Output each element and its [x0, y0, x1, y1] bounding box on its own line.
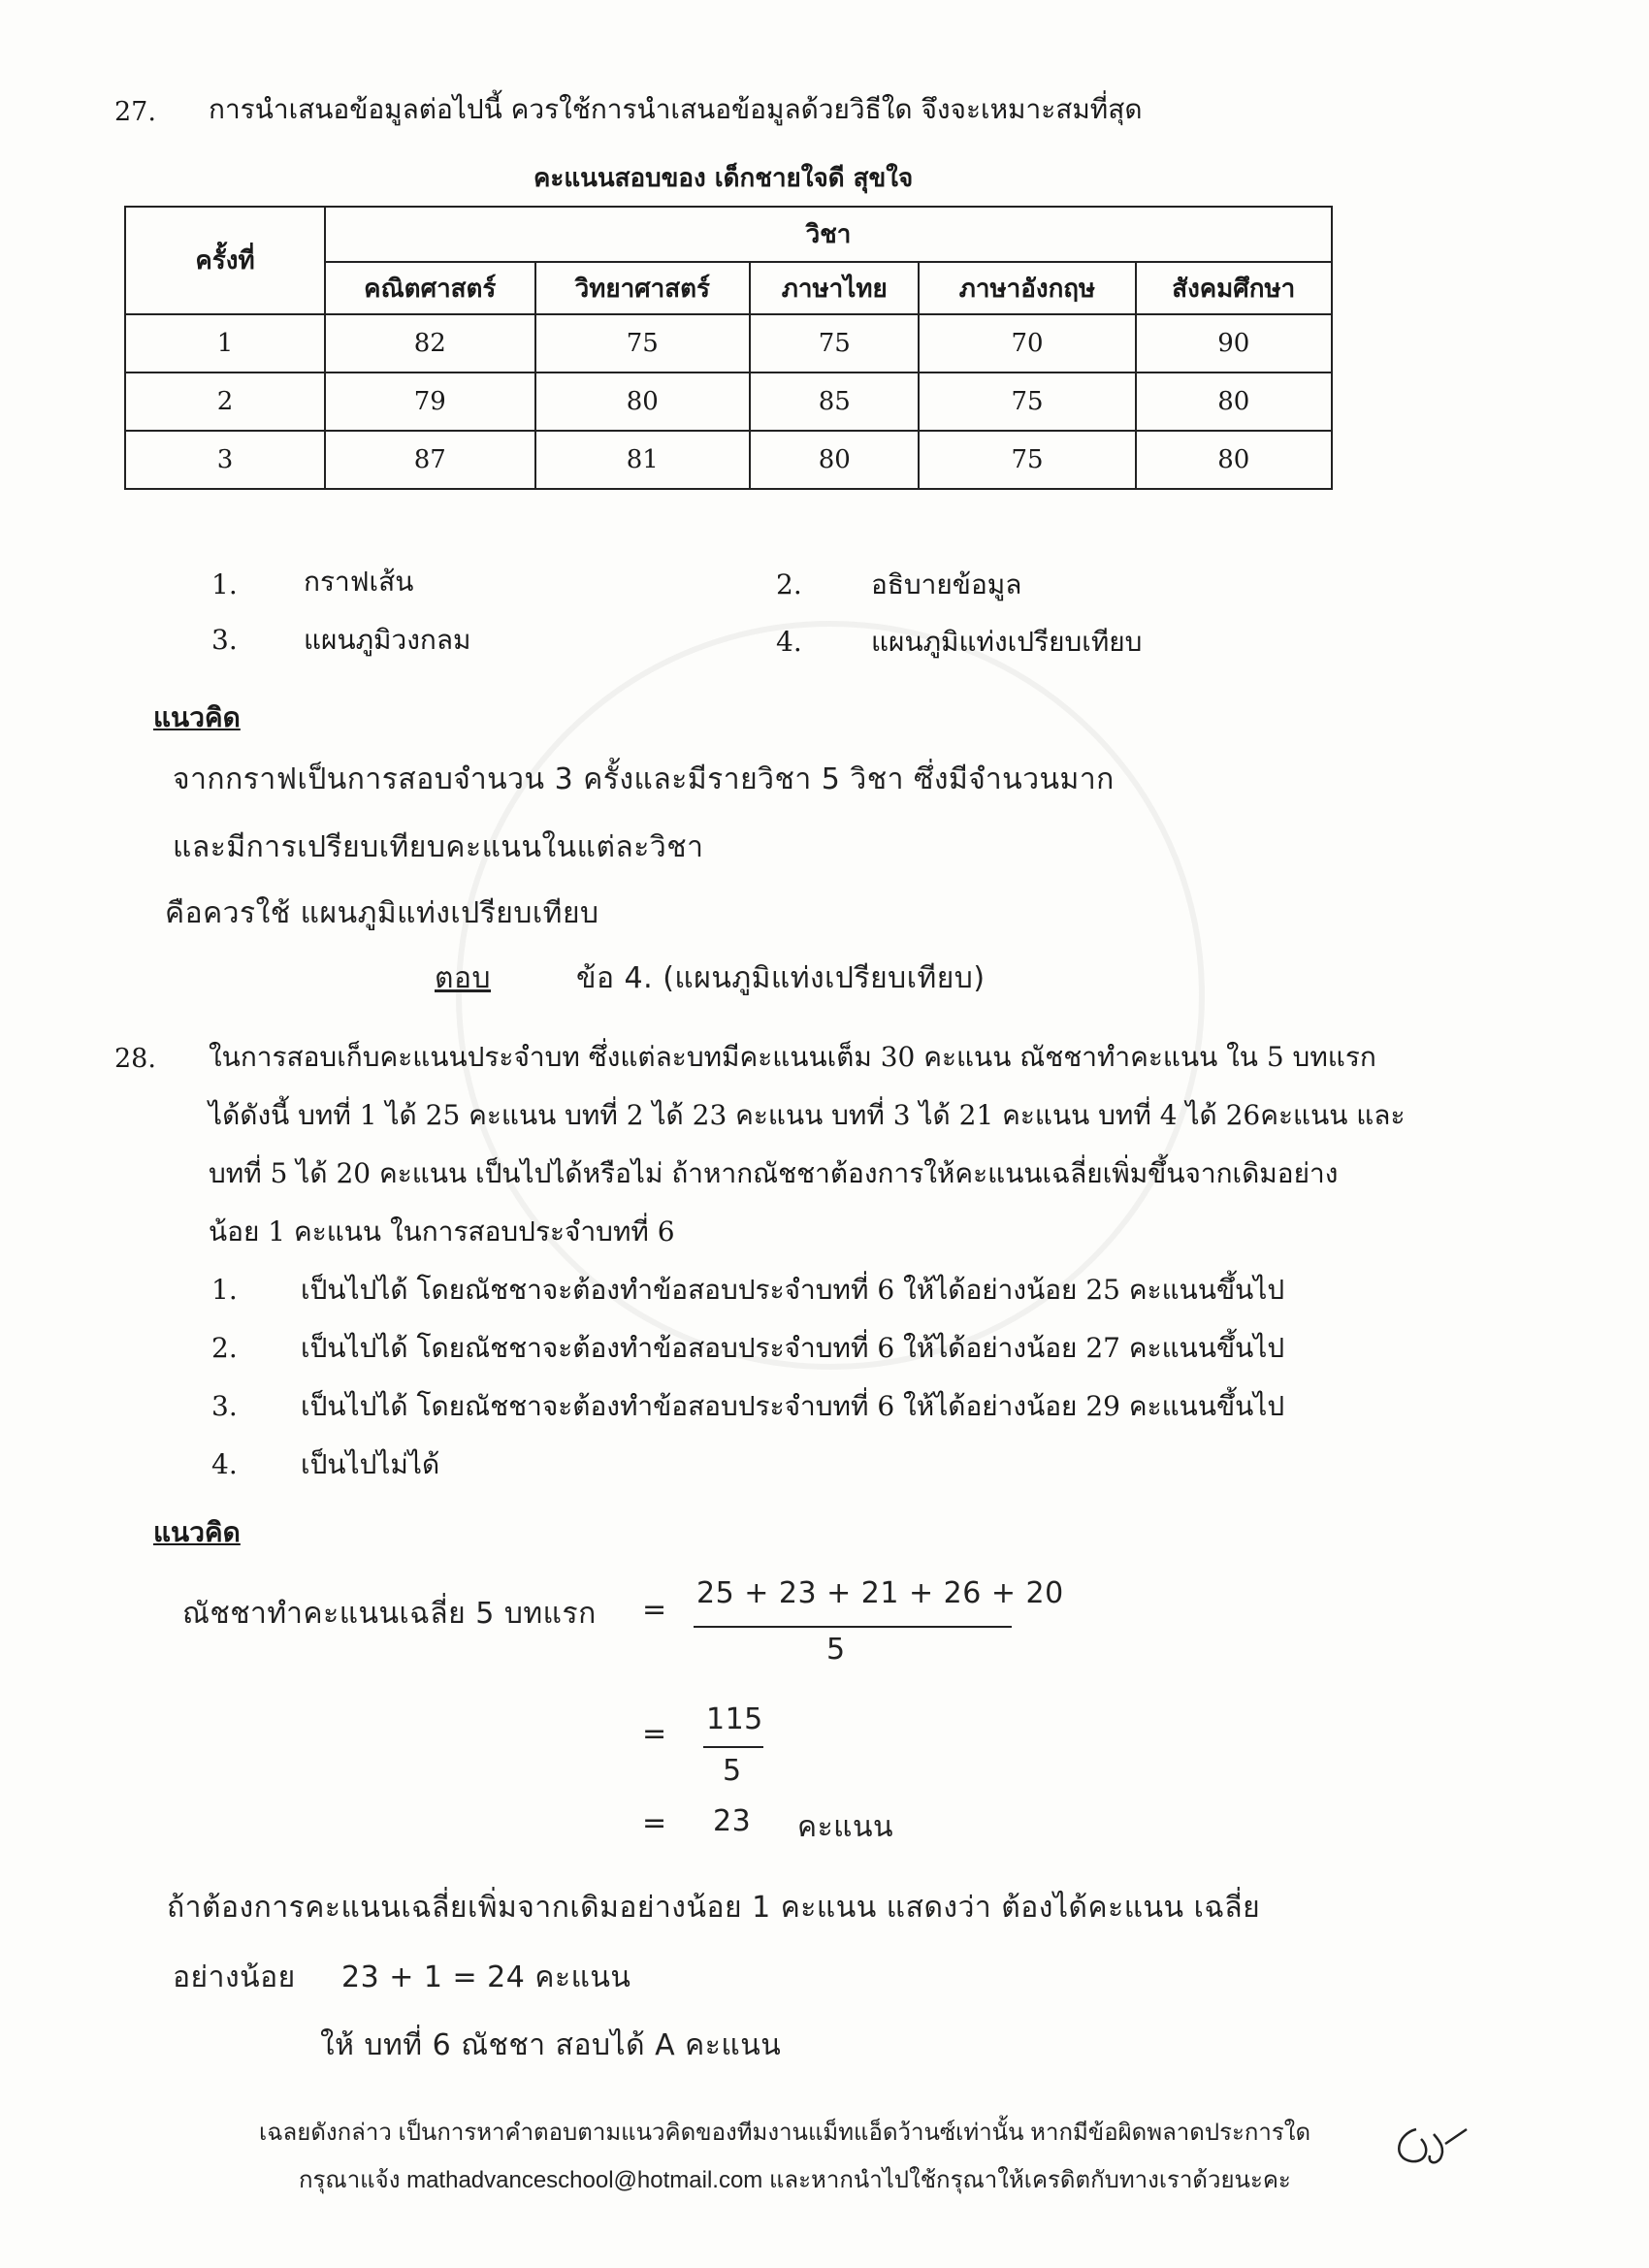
table-cell: 80 — [1136, 431, 1332, 489]
work-lhs: ณัชชาทำคะแนนเฉลี่ย 5 บทแรก — [182, 1597, 597, 1631]
table-cell: 80 — [1136, 373, 1332, 431]
concept-line: คือควรใช้ แผนภูมิแท่งเปรียบเทียบ — [165, 896, 599, 930]
table-cell: 75 — [919, 373, 1135, 431]
choice-text: เป็นไปได้ โดยณัชชาจะต้องทำข้อสอบประจำบทที่ 6 ให้ได้อย่างน้อย 29 คะแนนขึ้นไป — [301, 1390, 1285, 1422]
table-row — [125, 373, 1332, 431]
table-row — [125, 314, 1332, 373]
question-line: ในการสอบเก็บคะแนนประจำบท ซึ่งแต่ละบทมีคะแนนเต็ม 30 คะแนน ณัชชาทำคะแนน ใน 5 บทแรก — [209, 1041, 1376, 1073]
choice-text: แผนภูมิวงกลม — [304, 624, 471, 656]
group-header: วิชา — [325, 207, 1332, 262]
concept-label: แนวคิด — [153, 701, 241, 733]
row-header: ครั้งที่ — [125, 207, 325, 314]
table-cell: 75 — [919, 431, 1135, 489]
row-label: 3 — [125, 431, 325, 489]
question-line: บทที่ 5 ได้ 20 คะแนน เป็นไปได้หรือไม่ ถ้าหากณัชชาต้องการให้คะแนนเฉลี่ยเพิ่มขึ้นจากเดิมอย่าง — [209, 1157, 1339, 1189]
row-label: 2 — [125, 373, 325, 431]
column-header: สังคมศึกษา — [1136, 262, 1332, 314]
choice-number: 2. — [211, 1332, 238, 1364]
work-line: 23 + 1 = 24 คะแนน — [341, 1960, 631, 1994]
table-cell: 81 — [535, 431, 750, 489]
choice-text: อธิบายข้อมูล — [871, 568, 1022, 600]
choice-text: แผนภูมิแท่งเปรียบเทียบ — [871, 626, 1143, 658]
fraction-bar — [703, 1746, 763, 1748]
fraction-denominator: 5 — [826, 1633, 846, 1667]
work-line-prefix: อย่างน้อย — [173, 1960, 296, 1994]
score-table — [124, 206, 1333, 490]
choice-number: 4. — [211, 1448, 238, 1480]
table-cell: 90 — [1136, 314, 1332, 373]
equals-sign: = — [642, 1593, 667, 1627]
table-cell: 80 — [750, 431, 919, 489]
table-cell: 80 — [535, 373, 750, 431]
column-header: คณิตศาสตร์ — [325, 262, 535, 314]
column-header: ภาษาไทย — [750, 262, 919, 314]
concept-label: แนวคิด — [153, 1516, 241, 1548]
answer-label: ตอบ — [435, 961, 492, 995]
footer-line: เฉลยดังกล่าว เป็นการหาคำตอบตามแนวคิดของทีมงานแม็ทแอ็ดว้านซ์เท่านั้น หากมีข้อผิดพลาดประการใด — [259, 2120, 1311, 2146]
equals-sign: = — [642, 1717, 667, 1751]
choice-number: 1. — [211, 568, 238, 600]
table-cell: 82 — [325, 314, 535, 373]
choice-text: กราฟเส้น — [304, 566, 414, 598]
choice-number: 3. — [211, 1390, 238, 1422]
result-value: 23 — [713, 1804, 752, 1838]
fraction-numerator: 115 — [706, 1702, 763, 1736]
column-header: วิทยาศาสตร์ — [535, 262, 750, 314]
work-line: ถ้าต้องการคะแนนเฉลี่ยเพิ่มจากเดิมอย่างน้อย 1 คะแนน แสดงว่า ต้องได้คะแนน เฉลี่ย — [167, 1891, 1261, 1925]
choice-text: เป็นไปได้ โดยณัชชาจะต้องทำข้อสอบประจำบทที่ 6 ให้ได้อย่างน้อย 27 คะแนนขึ้นไป — [301, 1332, 1285, 1364]
concept-line: จากกราฟเป็นการสอบจำนวน 3 ครั้งและมีรายวิชา 5 วิชา ซึ่งมีจำนวนมาก — [173, 762, 1115, 796]
table-cell: 75 — [750, 314, 919, 373]
choice-number: 1. — [211, 1274, 238, 1306]
equals-sign: = — [642, 1806, 667, 1840]
table-row — [125, 431, 1332, 489]
signature-icon — [1387, 2105, 1474, 2183]
question-line: ได้ดังนี้ บทที่ 1 ได้ 25 คะแนน บทที่ 2 ได้ 23 คะแนน บทที่ 3 ได้ 21 คะแนน บทที่ 4 ได้ 26คะแนน และ — [209, 1099, 1406, 1131]
question-27-number: 27. — [114, 97, 156, 127]
choice-number: 4. — [776, 626, 802, 658]
question-27-text: การนำเสนอข้อมูลต่อไปนี้ ควรใช้การนำเสนอข้อมูลด้วยวิธีใด จึงจะเหมาะสมที่สุด — [209, 93, 1143, 125]
footer-line: กรุณาแจ้ง mathadvanceschool@hotmail.com และหากนำไปใช้กรุณาให้เครดิตกับทางเราด้วยนะคะ — [299, 2167, 1291, 2193]
fraction-numerator: 25 + 23 + 21 + 26 + 20 — [696, 1576, 1064, 1610]
column-header: ภาษาอังกฤษ — [919, 262, 1135, 314]
table-cell: 87 — [325, 431, 535, 489]
question-28-number: 28. — [114, 1044, 156, 1074]
choice-text: เป็นไปไม่ได้ — [301, 1448, 440, 1480]
table-cell: 75 — [535, 314, 750, 373]
fraction-denominator: 5 — [723, 1754, 742, 1788]
table-title: คะแนนสอบของ เด็กชายใจดี สุขใจ — [534, 164, 914, 193]
table-cell: 85 — [750, 373, 919, 431]
question-line: น้อย 1 คะแนน ในการสอบประจำบทที่ 6 — [209, 1215, 675, 1247]
table-cell: 79 — [325, 373, 535, 431]
work-line: ให้ บทที่ 6 ณัชชา สอบได้ A คะแนน — [320, 2028, 782, 2062]
choice-text: เป็นไปได้ โดยณัชชาจะต้องทำข้อสอบประจำบทที่ 6 ให้ได้อย่างน้อย 25 คะแนนขึ้นไป — [301, 1274, 1285, 1306]
choice-number: 3. — [211, 624, 238, 656]
concept-line: และมีการเปรียบเทียบคะแนนในแต่ละวิชา — [173, 830, 704, 864]
answer-text: ข้อ 4. (แผนภูมิแท่งเปรียบเทียบ) — [576, 961, 986, 995]
row-label: 1 — [125, 314, 325, 373]
result-unit: คะแนน — [797, 1810, 894, 1844]
table-cell: 70 — [919, 314, 1135, 373]
fraction-bar — [694, 1626, 1012, 1628]
choice-number: 2. — [776, 568, 802, 600]
